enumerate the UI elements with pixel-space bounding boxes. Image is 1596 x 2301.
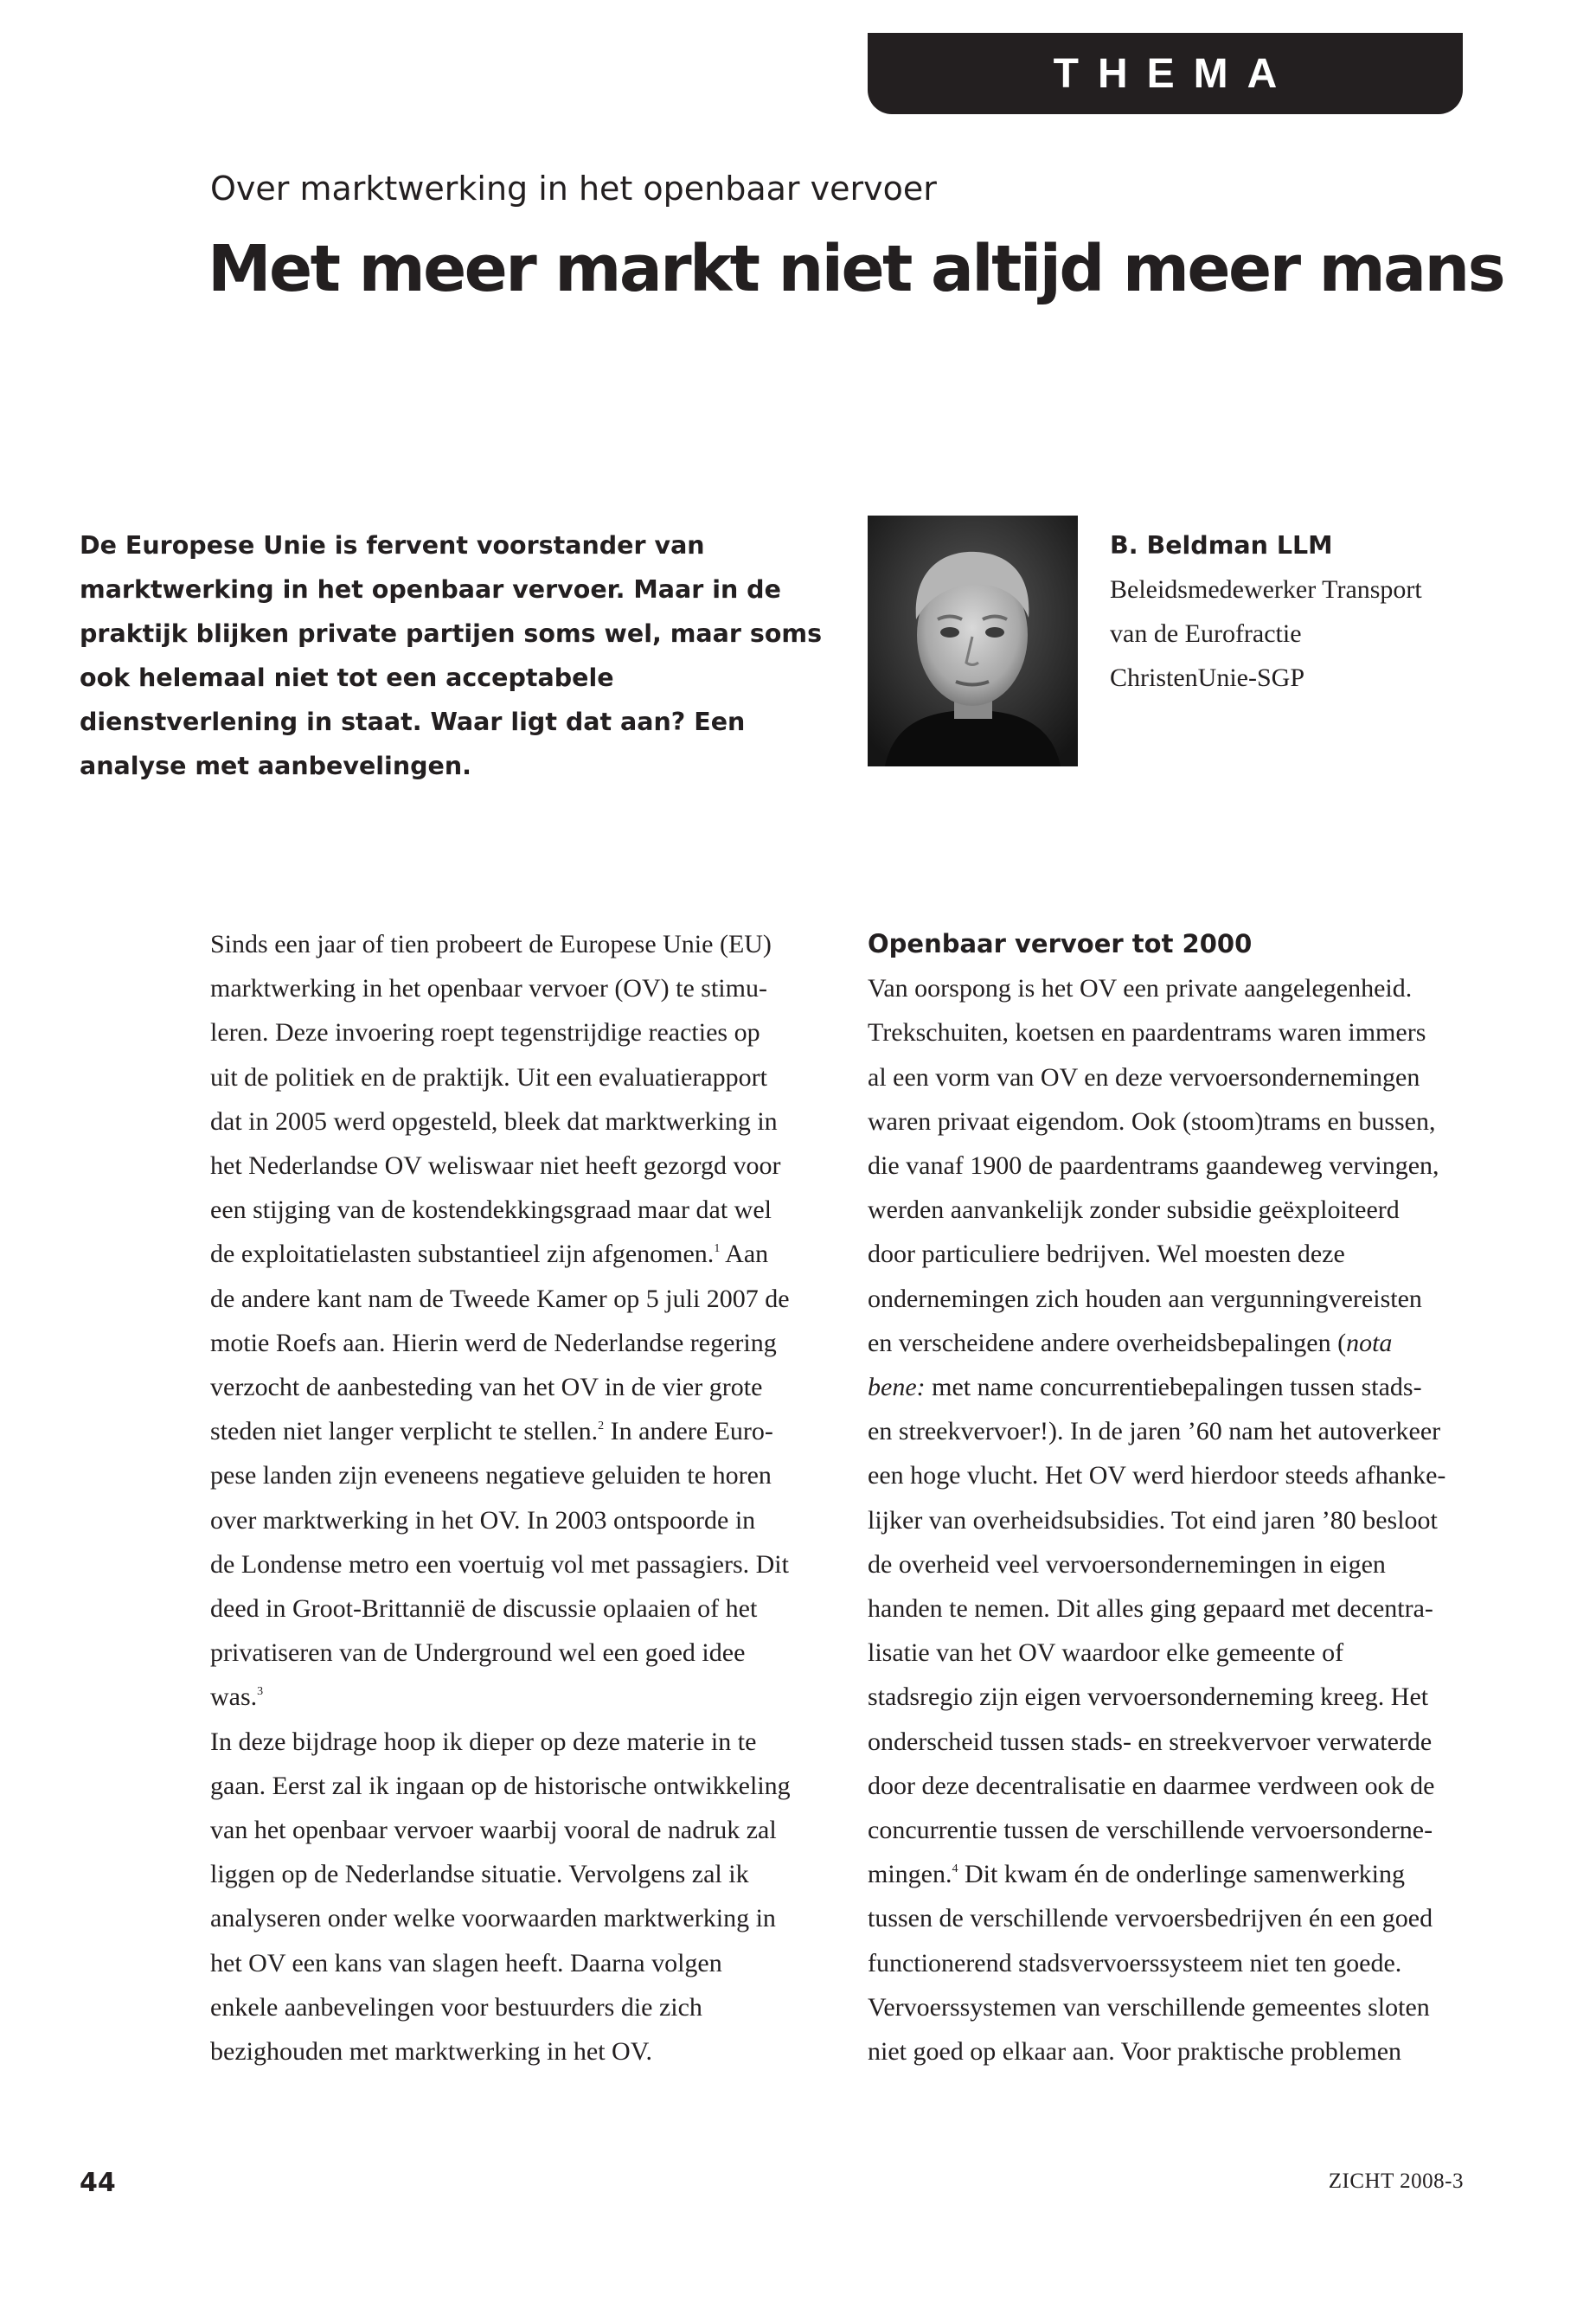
text-line: van het openbaar vervoer waarbij vooral de nadruk zal — [210, 1816, 777, 1845]
author-role-line: ChristenUnie-SGP — [1110, 663, 1304, 692]
author-photo — [868, 516, 1078, 766]
journal-issue: ZICHT 2008-3 — [1328, 2170, 1464, 2193]
body-column-left — [210, 922, 816, 2073]
text-line: leren. Deze invoering roept tegenstrijdige reacties op — [210, 1018, 760, 1048]
author-info — [1110, 523, 1490, 700]
author-role-line: Beleidsmedewerker Transport — [1110, 575, 1422, 604]
text-line: liggen op de Nederlandse situatie. Vervolgens zal ik — [210, 1860, 749, 1889]
text-line: de Londense metro een voertuig vol met passagiers. Dit — [210, 1549, 789, 1579]
section-banner — [868, 33, 1463, 114]
text-line: de andere kant nam de Tweede Kamer op 5 juli 2007 de — [210, 1284, 790, 1313]
footnote-marker: 1 — [714, 1242, 721, 1256]
text-line: steden niet langer verplicht te stellen.$^2$ In andere Euro- — [210, 1417, 773, 1446]
author-role-line: van de Eurofractie — [1110, 619, 1302, 648]
text-line: pese landen zijn eveneens negatieve geluiden te horen — [210, 1461, 772, 1490]
article-intro: De Europese Unie is fervent voorstander van marktwerking in het openbaar vervoer. Maar in de praktijk blijken private partijen soms wel, maar soms ook helemaal niet tot een acceptabele dienstverlening in staat. Waar ligt dat aan? Een analyse met aanbevelingen. — [80, 531, 823, 780]
text-line: motie Roefs aan. Hierin werd de Nederlandse regering — [210, 1328, 777, 1357]
section-heading: Openbaar vervoer tot 2000 — [868, 929, 1253, 958]
page-number: 44 — [80, 2168, 116, 2198]
text-line: functionerend stadsvervoerssysteem niet ten goede. — [868, 1948, 1402, 1977]
text-line: die vanaf 1900 de paardentrams gaandeweg vervingen, — [868, 1151, 1439, 1181]
text-line: verzocht de aanbesteding van het OV in de vier grote — [210, 1373, 763, 1402]
text-line: stadsregio zijn eigen vervoersonderneming kreeg. Het — [868, 1682, 1429, 1712]
text-line: het OV een kans van slagen heeft. Daarna volgen — [210, 1948, 722, 1977]
text-line: door particuliere bedrijven. Wel moesten deze — [868, 1240, 1345, 1269]
text-line: Sinds een jaar of tien probeert de Europese Unie (EU) — [210, 930, 772, 958]
text-line: lijker van overheidsubsidies. Tot eind jaren ’80 besloot — [868, 1505, 1438, 1535]
text-line: concurrentie tussen de verschillende vervoersonderne- — [868, 1816, 1433, 1845]
text-line: ondernemingen zich houden aan vergunningvereisten — [868, 1284, 1422, 1313]
footnote-marker: 2 — [598, 1420, 605, 1433]
text-line: uit de politiek en de praktijk. Uit een evaluatierapport — [210, 1062, 767, 1092]
author-name: B. Beldman LLM — [1110, 531, 1333, 560]
text-line: een stijging van de kostendekkingsgraad maar dat wel — [210, 1195, 772, 1225]
text-line: Trekschuiten, koetsen en paardentrams waren immers — [868, 1018, 1426, 1048]
text-line: mingen.$^4$ Dit kwam én de onderlinge samenwerking — [868, 1860, 1406, 1889]
text-line: werden aanvankelijk zonder subsidie geëxploiteerd — [868, 1195, 1400, 1225]
text-line: over marktwerking in het OV. In 2003 ontspoorde in — [210, 1505, 756, 1535]
text-line: In deze bijdrage hoop ik dieper op deze materie in te — [210, 1727, 757, 1756]
body-column-right — [868, 922, 1473, 2073]
text-line: analyseren onder welke voorwaarden marktwerking in — [210, 1904, 776, 1933]
article-subtitle: Over marktwerking in het openbaar vervoer — [210, 170, 937, 208]
text-line: waren privaat eigendom. Ook (stoom)trams en bussen, — [868, 1106, 1436, 1136]
text-line: en streekvervoer!). In de jaren ’60 nam het autoverkeer — [868, 1417, 1441, 1446]
text-line: dat in 2005 werd opgesteld, bleek dat marktwerking in — [210, 1106, 778, 1136]
text-line: de exploitatielasten substantieel zijn afgenomen.$^1$ Aan — [210, 1240, 769, 1269]
text-line: een hoge vlucht. Het OV werd hierdoor steeds afhanke- — [868, 1461, 1446, 1490]
text-line: niet goed op elkaar aan. Voor praktische problemen — [868, 2037, 1402, 2067]
text-line: lisatie van het OV waardoor elke gemeente of — [868, 1638, 1344, 1668]
text-line: Van oorspong is het OV een private aangelegenheid. — [868, 974, 1413, 1003]
text-line: het Nederlandse OV weliswaar niet heeft gezorgd voor — [210, 1151, 781, 1181]
text-line: was.$^3$ — [210, 1682, 264, 1712]
text-line: deed in Groot-Brittannië de discussie oplaaien of het — [210, 1594, 758, 1624]
text-line: privatiseren van de Underground wel een goed idee — [210, 1638, 746, 1668]
section-label: THEMA — [1053, 50, 1297, 97]
text-line: tussen de verschillende vervoersbedrijven én een goed — [868, 1904, 1433, 1933]
text-line: bezighouden met marktwerking in het OV. — [210, 2037, 652, 2067]
text-line: Vervoerssystemen van verschillende gemeentes sloten — [868, 1992, 1430, 2022]
text-line: al een vorm van OV en deze vervoersondernemingen — [868, 1062, 1420, 1092]
text-line: en verscheidene andere overheidsbepalingen (nota — [868, 1328, 1393, 1357]
text-line: onderscheid tussen stads- en streekvervoer verwaterde — [868, 1727, 1433, 1756]
body-column-right-text — [868, 966, 1473, 2073]
footnote-marker: 3 — [257, 1685, 264, 1699]
text-line: handen te nemen. Dit alles ging gepaard met decentra- — [868, 1594, 1433, 1624]
portrait-image — [868, 516, 1078, 766]
footnote-marker: 4 — [952, 1862, 958, 1876]
text-line: enkele aanbevelingen voor bestuurders die zich — [210, 1992, 702, 2022]
article-title: Met meer markt niet altijd meer mans — [208, 232, 1504, 306]
text-line: de overheid veel vervoersondernemingen in eigen — [868, 1549, 1386, 1579]
text-line: door deze decentralisatie en daarmee verdween ook de — [868, 1771, 1435, 1800]
text-line: gaan. Eerst zal ik ingaan op de historische ontwikkeling — [210, 1771, 791, 1800]
text-line: marktwerking in het openbaar vervoer (OV) te stimu- — [210, 974, 767, 1003]
text-line: bene: met name concurrentiebepalingen tussen stads- — [868, 1373, 1422, 1402]
